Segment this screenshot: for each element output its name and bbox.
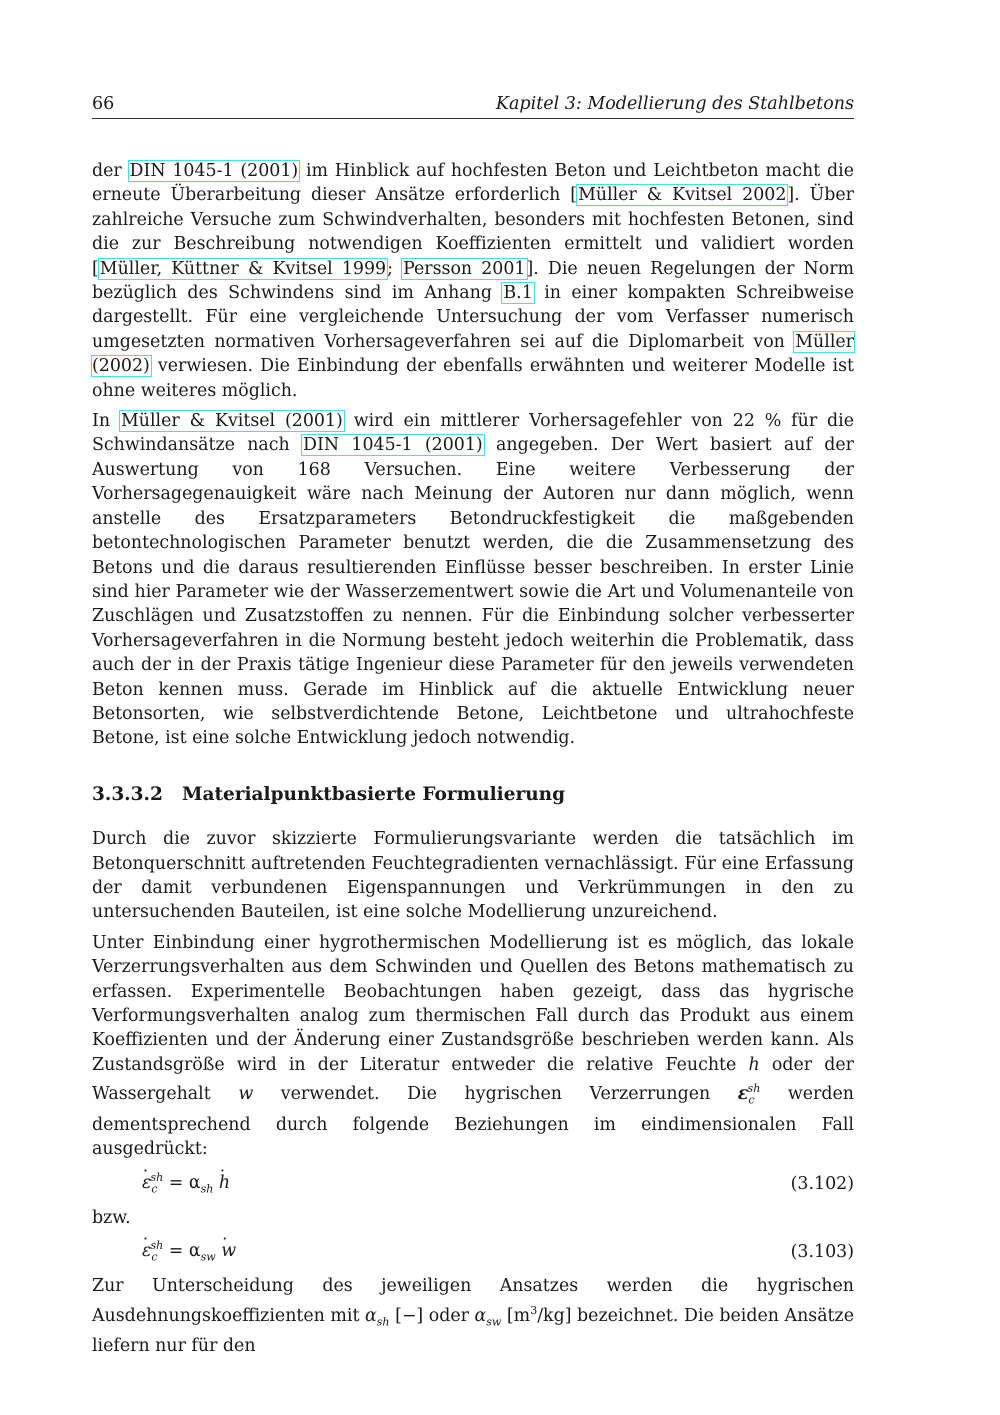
citation-link[interactable]: Müller & Kvitsel 2002 bbox=[578, 185, 787, 206]
paragraph-1: der DIN 1045-1 (2001) im Hinblick auf hochfesten Beton und Leichtbeton macht die erneute Überarbeitung dieser Ansätze erforderlich [Müller & Kvitsel 2002]. Über zahlreiche Versuche zum Schwindverhalten, besonders mit hochfesten Betonen, sind die zur Beschreibung notwendigen Koeffizienten ermittelt und validiert worden [Müller, Küttner & Kvitsel 1999; Persson 2001]. Die neuen Regelungen der Norm bezüglich des Schwindens sind im Anhang B.1 in einer kompakten Schreibweise dargestellt. Für eine vergleichende Untersuchung der vom Verfasser numerisch umgesetzten normativen Vorhersageverfahren sei auf die Diplomarbeit von Müller (2002) verwiesen. Die Einbindung der ebenfalls erwähnten und weiterer Modelle ist ohne weiteres möglich. bbox=[92, 161, 854, 401]
paragraph-5: Zur Unterscheidung des jeweiligen Ansatzes werden die hygrischen Ausdehnungskoeffizienten mit $\alpha_{sh}$ [−] oder $\alpha_{sw}$ $[m^3/kg]$ bezeichnet. Die beiden Ansätze liefern nur für den bbox=[92, 1276, 855, 1357]
running-title: Kapitel 3: Modellierung des Stahlbetons bbox=[495, 94, 854, 114]
citation-link[interactable]: Persson 2001 bbox=[403, 258, 526, 279]
equation-3-103 bbox=[92, 1238, 854, 1266]
citation-link[interactable]: Müller (2002) bbox=[92, 331, 854, 377]
equation-number: (3.103) bbox=[790, 1241, 854, 1262]
page-number: 66 bbox=[92, 94, 115, 114]
citation-link[interactable]: Müller & Kvitsel (2001) bbox=[120, 411, 343, 432]
appendix-link[interactable]: B.1 bbox=[503, 283, 533, 304]
conjunction-text: bzw. bbox=[92, 1207, 131, 1228]
paragraph-2: In Müller & Kvitsel (2001) wird ein mittlerer Vorhersagefehler von 22 % für die Schwindansätze nach DIN 1045-1 (2001) angegeben. Der Wert basiert auf der Auswertung von 168 Versuchen. Eine weitere Verbesserung der Vorhersagegenauigkeit wäre nach Meinung der Autoren nur dann möglich, wenn anstelle des Ersatzparameters Betondruckfestigkeit die maßgebenden betontechnologischen Parameter benutzt werden, die die Zusammensetzung des Betons und die daraus resultierenden Einflüsse besser beschreiben. In erster Linie sind hier Parameter wie der Wasserzementwert sowie die Art und Volumenanteile von Zuschlägen und Zusatzstoffen zu nennen. Für die Einbindung solcher verbesserter Vorhersageverfahren in die Normung besteht jedoch weiterhin die Problematik, dass auch der in der Praxis tätige Ingenieur diese Parameter für den jeweils verwendeten Beton kennen muss. Gerade im Hinblick auf die aktuelle Entwicklung neuer Betonsorten, wie selbstverdichtende Betone, Leichtbetone und ultrahochfeste Betone, ist eine solche Entwicklung jedoch notwendig. bbox=[92, 411, 854, 749]
citation-link[interactable]: DIN 1045-1 (2001) bbox=[303, 435, 483, 456]
equation-body: · $\varepsilon_c^{sh} = \alpha_{sw} \cdot w$ bbox=[142, 1234, 236, 1270]
paragraph-3: Durch die zuvor skizzierte Formulierungsvariante werden die tatsächlich im Betonquerschnitt auftretenden Feuchtegradienten vernachlässigt. Für eine Erfassung der damit verbundenen Eigenspannungen und Verkrümmungen in den zu untersuchenden Bauteilen, ist eine solche Modellierung unzureichend. bbox=[92, 829, 854, 923]
citation-link[interactable]: DIN 1045-1 (2001) bbox=[129, 161, 299, 181]
section-number: 3.3.3.2 bbox=[92, 783, 163, 805]
section-title: Materialpunktbasierte Formulierung bbox=[182, 783, 566, 805]
equation-body: · $\varepsilon_c^{sh} = \alpha_{sh} \cdot h$ bbox=[142, 1166, 230, 1202]
paragraph-4: Unter Einbindung einer hygrothermischen Modellierung ist es möglich, das lokale Verzerrungsverhalten aus dem Schwinden und Quellen des Betons mathematisch zu erfassen. Experimentelle Beobachtungen haben gezeigt, dass das hygrische Verformungsverhalten analog zum thermischen Fall durch das Produkt aus einem Koeffizienten und der Änderung einer Zustandsgröße beschrieben werden kann. Als Zustandsgröße wird in der Literatur entweder die relative Feuchte h oder der Wassergehalt w verwendet. Die hygrischen Verzerrungen $\varepsilon_c^{sh}$ werden dementsprechend durch folgende Beziehungen im eindimensionalen Fall ausgedrückt: bbox=[92, 932, 854, 1160]
body-text bbox=[92, 159, 854, 1365]
page-header bbox=[92, 94, 854, 119]
citation-link[interactable]: Müller, Küttner & Kvitsel 1999 bbox=[99, 258, 387, 279]
section-heading bbox=[92, 783, 854, 807]
equation-3-102 bbox=[92, 1170, 854, 1198]
equation-number: (3.102) bbox=[790, 1173, 854, 1194]
